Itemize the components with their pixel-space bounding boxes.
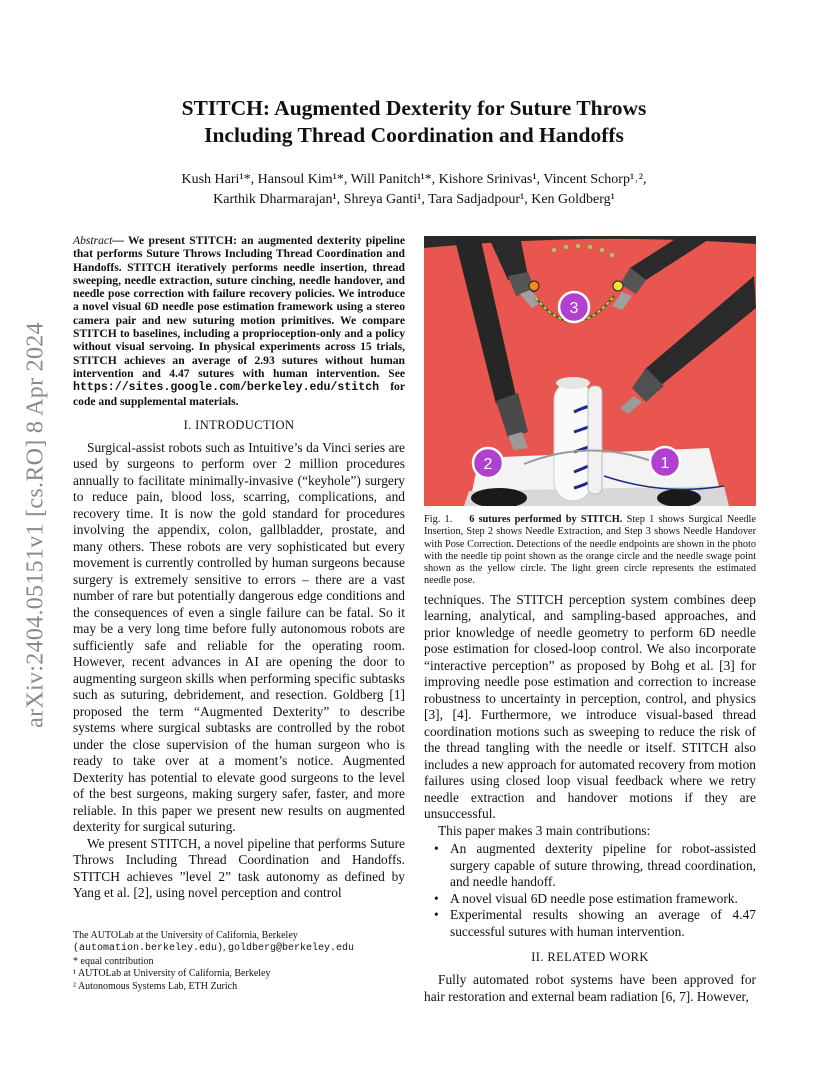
authors-line-1: Kush Hari¹*, Hansoul Kim¹*, Will Panitch¹*, Kishore Srinivas¹, Vincent Schorp¹˒², [181, 172, 647, 187]
arxiv-sidebar-stamp [18, 290, 54, 760]
title-line-1: STITCH: Augmented Dexterity for Suture Throws [181, 96, 647, 120]
footnote-sep: , [223, 942, 229, 954]
related-paragraph-1: Fully automated robot systems have been approved for hair restoration and external beam radiation [6, 7]. However, [424, 972, 756, 1004]
abstract-tail: for code and supplemental materials. [73, 380, 405, 408]
intro-paragraph-1: Surgical-assist robots such as Intuitive’s da Vinci series are used by surgeons to perform over 2 million procedures annually to facilitate minimally-invasive (“keyhole”) surgery to reduce pain, blood loss, scarring, complications, and recovery time. It is now the gold standard for procedures involving the appendix, colon, gallbladder, prostate, and many others. These robots are very sophisticated but every movement is currently controlled by human surgeons because surgery is extremely sensitive to errors – there are a vast number of rare but potentially dangerous edge conditions and the consequences of even a single failure can be fatal. So it may be a very long time before fully autonomous robots are sufficiently safe and reliable for the operating room. However, recent advances in AI are opening the door to augmenting surgeon skills when performing specific subtasks such as suturing, debridement, and resection. Goldberg [1] proposed the term “Augmented Dexterity” to describe systems where surgical subtasks are controlled by the robot under the close supervision of the human surgeon who is ready to take over at a moment’s notice. Augmented Dexterity has potential to elevate good surgeons to the level of the best surgeons, making surgery safer, faster, and more reliable. In this paper we present new results on augmented dexterity for surgical suturing. [73, 439, 405, 835]
footnote-autolab: ¹ AUTOLab at University of California, Berkeley [73, 968, 271, 980]
footnotes [73, 930, 405, 993]
author-list [74, 170, 754, 210]
step-marker-3 [559, 292, 589, 322]
footnote-eth: ² Autonomous Systems Lab, ETH Zurich [73, 980, 238, 992]
right-body [424, 592, 756, 840]
contribution-item: • An augmented dexterity pipeline for robot-assisted surgery capable of suture throwing, thread coordination, and needle handoff. [424, 841, 756, 891]
left-column [73, 234, 405, 902]
step-marker-2 [473, 448, 503, 478]
contact-email[interactable]: goldberg@berkeley.edu [228, 943, 355, 955]
footnote-affiliation [73, 930, 405, 956]
contribution-item: • A novel visual 6D needle pose estimation framework. [424, 891, 756, 908]
caption-bold: 6 sutures performed by STITCH. [469, 514, 623, 525]
footnote-equal-contribution: * equal contribution [73, 955, 154, 967]
right-paragraph-1: techniques. The STITCH perception system combines deep learning, analytical, and sampling-based approaches, and prior knowledge of needle geometry to perform 6D needle pose estimation for closed-loop control. We also incorporate “interactive perception” as proposed by Bohg et al. [3] for improving needle pose estimation and correction to increase robustness to uncertainty in perception, control, and physics [3], [4]. Furthermore, we introduce visual-based thread coordination motions such as sweeping to reduce the risk of the thread tangling with the needle or itself. STITCH also includes a new approach for automated recovery from motion failures using closed loop visual feedback where we retry needle extraction and handover motions if they are unsuccessful. [424, 591, 756, 822]
caption-text: Step 1 shows Surgical Needle Insertion, Step 2 shows Needle Extraction, and Step 3 shows Needle Handover with Pose Correction. Detections of the needle endpoints are shown in the photo with the needle tip point shown as the orange circle and the needle swage point shown as the yellow circle. The light green circle represents the estimated needle pose. [424, 514, 756, 587]
right-paragraph-2: This paper makes 3 main contributions: [438, 822, 651, 838]
authors-line-2: Karthik Dharmarajan¹, Shreya Ganti¹, Tara Sadjadpour¹, Ken Goldberg¹ [213, 192, 615, 207]
intro-paragraph-2: We present STITCH, a novel pipeline that performs Suture Throws Including Thread Coordination and Handoffs. STITCH achieves ”level 2” task autonomy as defined by Yang et al. [2], using novel perception and control [73, 835, 405, 901]
lab-url[interactable]: (automation.berkeley.edu) [73, 943, 224, 955]
step-markers [424, 236, 756, 506]
step-marker-1 [650, 447, 680, 477]
related-work-body [424, 972, 756, 1005]
step-marker-3-label: 3 [569, 300, 579, 317]
introduction-heading: I. INTRODUCTION [183, 417, 295, 432]
arxiv-id: arXiv:2404.05151v1 [cs.RO] 8 Apr 2024 [22, 322, 49, 728]
abstract-text: — We present STITCH: an augmented dexterity pipeline that performs Suture Throws Including Thread Coordination and Handoffs. STITCH iteratively performs needle insertion, thread sweeping, needle extraction, suture cinching, needle handover, and needle pose correction with failure recovery policies. We introduce a novel visual 6D needle pose estimation framework using a stereo camera pair and new suturing motion primitives. We compare STITCH to baselines, including a proprioception-only and a policy without visual servoing. In physical experiments across 15 trials, STITCH achieves an average of 2.93 sutures without human intervention and 4.47 sutures with human intervention. See [73, 234, 405, 380]
right-column [424, 236, 756, 1005]
paper-title [74, 95, 754, 149]
caption-label: Fig. 1. [424, 514, 453, 525]
figure-1-caption [424, 514, 756, 588]
figure-1-photo [424, 236, 756, 506]
step-marker-1-label: 1 [660, 455, 670, 472]
contribution-item: • Experimental results showing an average of 4.47 successful sutures with human intervention. [424, 907, 756, 940]
title-line-2: Including Thread Coordination and Handoffs [204, 123, 624, 147]
project-url-link[interactable]: https://sites.google.com/berkeley.edu/stitch [73, 381, 380, 395]
introduction-body [73, 440, 405, 902]
abstract-lead: Abstract [73, 234, 113, 247]
footnote-affiliation-text: The AUTOLab at the University of California, Berkeley [73, 930, 298, 941]
related-work-heading: II. RELATED WORK [531, 950, 649, 965]
contributions-list [424, 841, 756, 940]
abstract [73, 234, 405, 408]
step-marker-2-label: 2 [483, 456, 493, 473]
